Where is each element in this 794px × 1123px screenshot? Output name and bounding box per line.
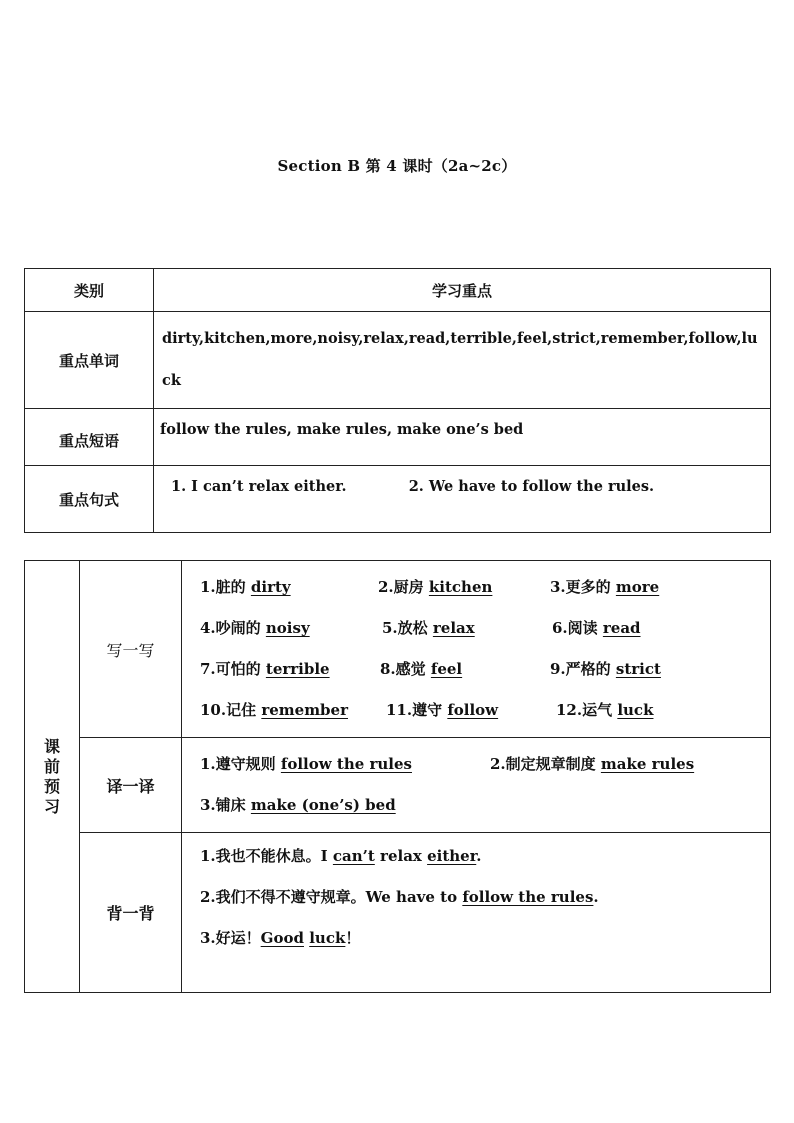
translate-section (182, 738, 771, 833)
list-item: 7.可怕的 terrible 8.感觉 feel 9.严格的 strict (200, 660, 661, 678)
answer-terrible: terrible (265, 660, 330, 678)
list-item: 1.脏的 dirty 2.厨房 kitchen 3.更多的 more (200, 578, 660, 596)
answer-feel: feel (430, 660, 463, 678)
page-title: Section B 第 4 课时（2a~2c） (277, 157, 517, 175)
preview-table (24, 560, 771, 993)
table-row (25, 312, 771, 409)
table-row (25, 833, 771, 993)
answer-strict: strict (615, 660, 661, 678)
key-points-table (24, 268, 771, 533)
list-item: 1.我也不能休息。I can’t relax either. (200, 847, 482, 865)
answer-good: Good (260, 929, 304, 947)
answer-make-rules: make rules (600, 755, 695, 773)
sentence-1: 1. I can’t relax either. (171, 478, 347, 495)
answer-read: read (602, 619, 641, 637)
table-row (25, 409, 771, 466)
answer-follow-rules: follow the rules (462, 888, 594, 906)
table-row (25, 561, 771, 738)
list-item: 4.吵闹的 noisy 5.放松 relax 6.阅读 read (200, 619, 641, 637)
answer-follow-the-rules: follow the rules (280, 755, 412, 773)
key-phrases (154, 409, 771, 466)
answer-dirty: dirty (250, 578, 291, 596)
answer-make-bed: make (one’s) bed (250, 796, 396, 814)
list-item: 10.记住 remember 11.遵守 follow 12.运气 luck (200, 701, 654, 719)
answer-noisy: noisy (265, 619, 310, 637)
list-item: 2.我们不得不遵守规章。We have to follow the rules. (200, 888, 599, 906)
key-phrases-text: follow the rules, make rules, make one’s bed (160, 421, 524, 438)
section-label-translate: 译一译 (80, 738, 182, 833)
table-row (25, 466, 771, 533)
answer-more: more (615, 578, 660, 596)
answer-relax: relax (432, 619, 475, 637)
key-sentences (154, 466, 771, 533)
table-header-row (25, 269, 771, 312)
row-label-sentences: 重点句式 (25, 466, 154, 533)
section-label-write: 写一写 (80, 561, 182, 738)
answer-either: either (427, 847, 477, 865)
side-label-text: 课 前 预 习 (43, 736, 60, 816)
header-focus: 学习重点 (154, 269, 771, 312)
list-item: 3.铺床 make (one’s) bed (200, 796, 396, 814)
answer-kitchen: kitchen (428, 578, 493, 596)
answer-remember: remember (261, 701, 348, 719)
answer-follow: follow (447, 701, 499, 719)
sentence-2: 2. We have to follow the rules. (408, 478, 655, 495)
answer-luck-2: luck (309, 929, 346, 947)
side-label (25, 561, 80, 993)
list-item: 1.遵守规则 follow the rules 2.制定规章制度 make rules (200, 755, 695, 773)
list-item: 3.好运！Good luck！ (200, 929, 361, 947)
answer-luck: luck (617, 701, 654, 719)
section-label-recite: 背一背 (80, 833, 182, 993)
header-category: 类别 (25, 269, 154, 312)
write-section (182, 561, 771, 738)
table-row (25, 738, 771, 833)
recite-section (182, 833, 771, 993)
answer-cant: can’t (332, 847, 375, 865)
key-words: dirty,kitchen,more,noisy,relax,read,terrible,feel,strict,remember,follow,luck (154, 312, 771, 409)
row-label-phrases: 重点短语 (25, 409, 154, 466)
row-label-words: 重点单词 (25, 312, 154, 409)
